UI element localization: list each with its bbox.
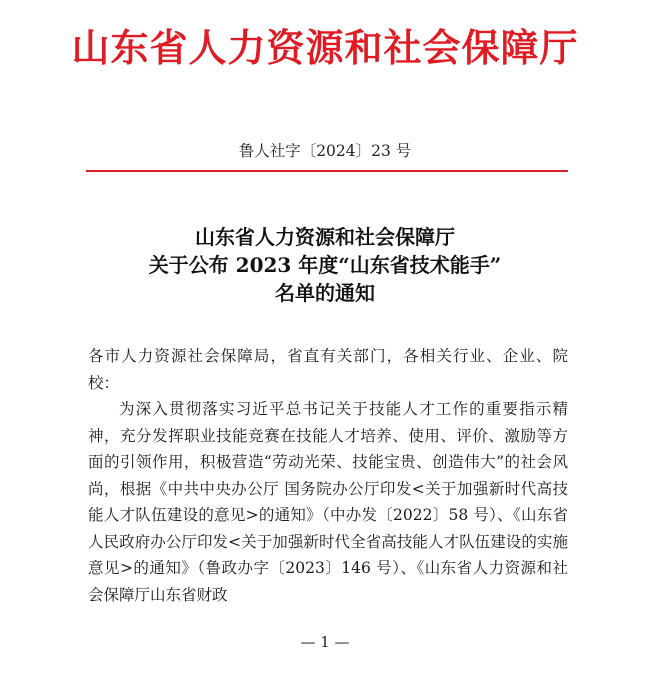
- title-line-3: 名单的通知: [275, 281, 375, 305]
- addressee: 各市人力资源社会保障局，省直有关部门，各相关行业、企业、院校：: [88, 347, 568, 392]
- title-line-1: 山东省人力资源和社会保障厅: [195, 225, 455, 249]
- header-divider: [86, 170, 568, 172]
- document-body: [88, 343, 568, 608]
- body-paragraph: 为深入贯彻落实习近平总书记关于技能人才工作的重要指示精神，充分发挥职业技能竞赛在技能人才培养、使用、评价、激励等方面的引领作用，积极营造“劳动光荣、技能宝贵、创造伟大”的社会风尚，根据《中共中央办公厅 国务院办公厅印发<关于加强新时代高技能人才队伍建设的意见>的通知》（中办发〔2022〕58 号）、《山东省人民政府办公厅印发<关于加强新时代全省高技能人才队伍建设的实施意见>的通知》（鲁政办字〔2023〕146 号）、《山东省人力资源和社会保障厅山东省财政: [88, 400, 568, 604]
- document-title: [0, 223, 650, 307]
- document-number: 鲁人社字〔2024〕23 号: [238, 142, 412, 160]
- page-number: — 1 —: [300, 633, 350, 651]
- title-line-2: 关于公布 2023 年度“山东省技术能手”: [148, 253, 502, 277]
- organization-header: 山东省人力资源和社会保障厅: [71, 25, 579, 70]
